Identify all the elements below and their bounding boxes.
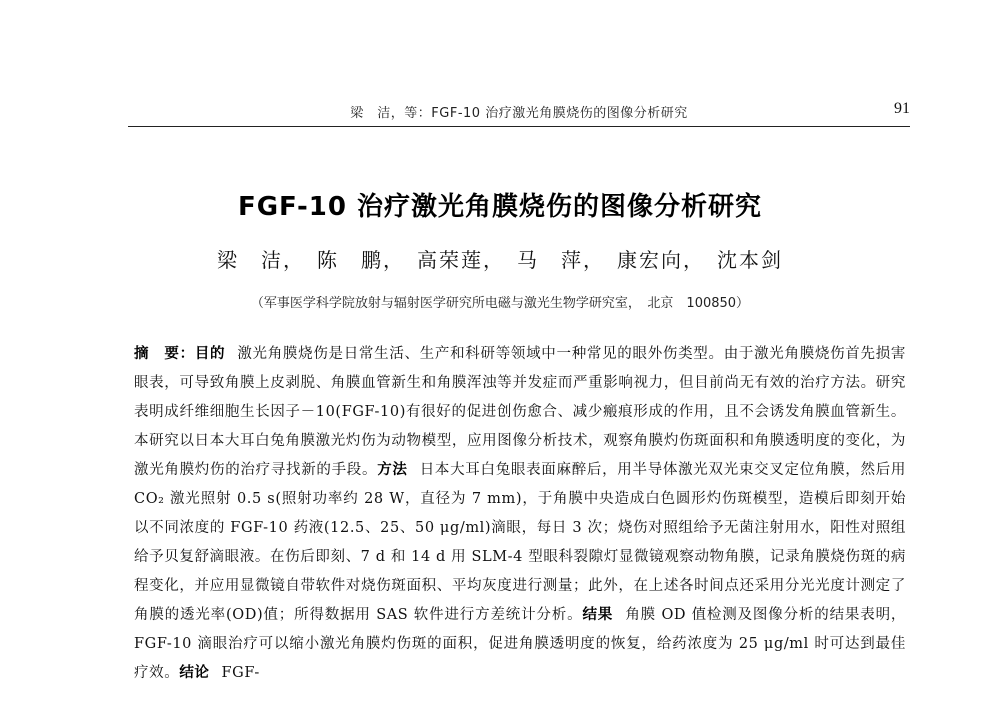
header-rule [128, 126, 910, 127]
running-header [128, 100, 910, 124]
affiliation: （军事医学科学院放射与辐射医学研究所电磁与激光生物学研究室， 北京 100850） [250, 296, 750, 311]
methods-text: 日本大耳白兔眼表面麻醉后，用半导体激光双光束交叉定位角膜，然后用 CO₂ 激光照射 0.5 s(照射功率约 28 W，直径为 7 mm)，于角膜中央造成白色圆形灼伤斑模型，造模后即刻开始以不同浓度的 FGF-10 药液(12.5、25、50 μg/ml)滴眼，每日 3 次；烧伤对照组给予无菌注射用水，阳性对照组给予贝复舒滴眼液。在伤后即刻、7 d 和 14 d 用 SLM-4 型眼科裂隙灯显微镜观察动物角膜，记录角膜烧伤斑的病程变化，并应用显微镜自带软件对烧伤斑面积、平均灰度进行测量；此外，在上述各时间点还采用分光光度计测定了角膜的透光率(OD)值；所得数据用 SAS 软件进行方差统计分析。 [134, 462, 906, 623]
results-label: 结果 [582, 607, 614, 623]
abstract-body [134, 340, 906, 716]
running-title: 梁 洁，等：FGF-10 治疗激光角膜烧伤的图像分析研究 [350, 106, 688, 121]
abstract-label: 摘 要： [134, 346, 195, 362]
conclusion-text: FGF- [221, 665, 260, 681]
page-number: 91 [894, 100, 910, 117]
methods-label: 方法 [377, 462, 408, 478]
objective-text: 激光角膜烧伤是日常生活、生产和科研等领域中一种常见的眼外伤类型。由于激光角膜烧伤首先损害眼表，可导致角膜上皮剥脱、角膜血管新生和角膜浑浊等并发症而严重影响视力，但目前尚无有效的治疗方法。研究表明成纤维细胞生长因子－10(FGF-10)有很好的促进创伤愈合、减少瘢痕形成的作用，且不会诱发角膜血管新生。本研究以日本大耳白兔角膜激光灼伤为动物模型，应用图像分析技术，观察角膜灼伤斑面积和角膜透明度的变化，为激光角膜灼伤的治疗寻找新的手段。 [134, 346, 906, 478]
conclusion-label: 结论 [179, 665, 210, 681]
author-list: 梁 洁， 陈 鹏， 高荣莲， 马 萍， 康宏向， 沈本剑 [217, 248, 783, 272]
objective-label: 目的 [194, 346, 226, 362]
results-text: 角膜 OD 值检测及图像分析的结果表明，FGF-10 滴眼治疗可以缩小激光角膜灼伤斑的面积，促进角膜透明度的恢复，给药浓度为 25 μg/ml 时可达到最佳疗效。 [134, 607, 906, 681]
paper-title: FGF-10 治疗激光角膜烧伤的图像分析研究 [237, 192, 763, 222]
